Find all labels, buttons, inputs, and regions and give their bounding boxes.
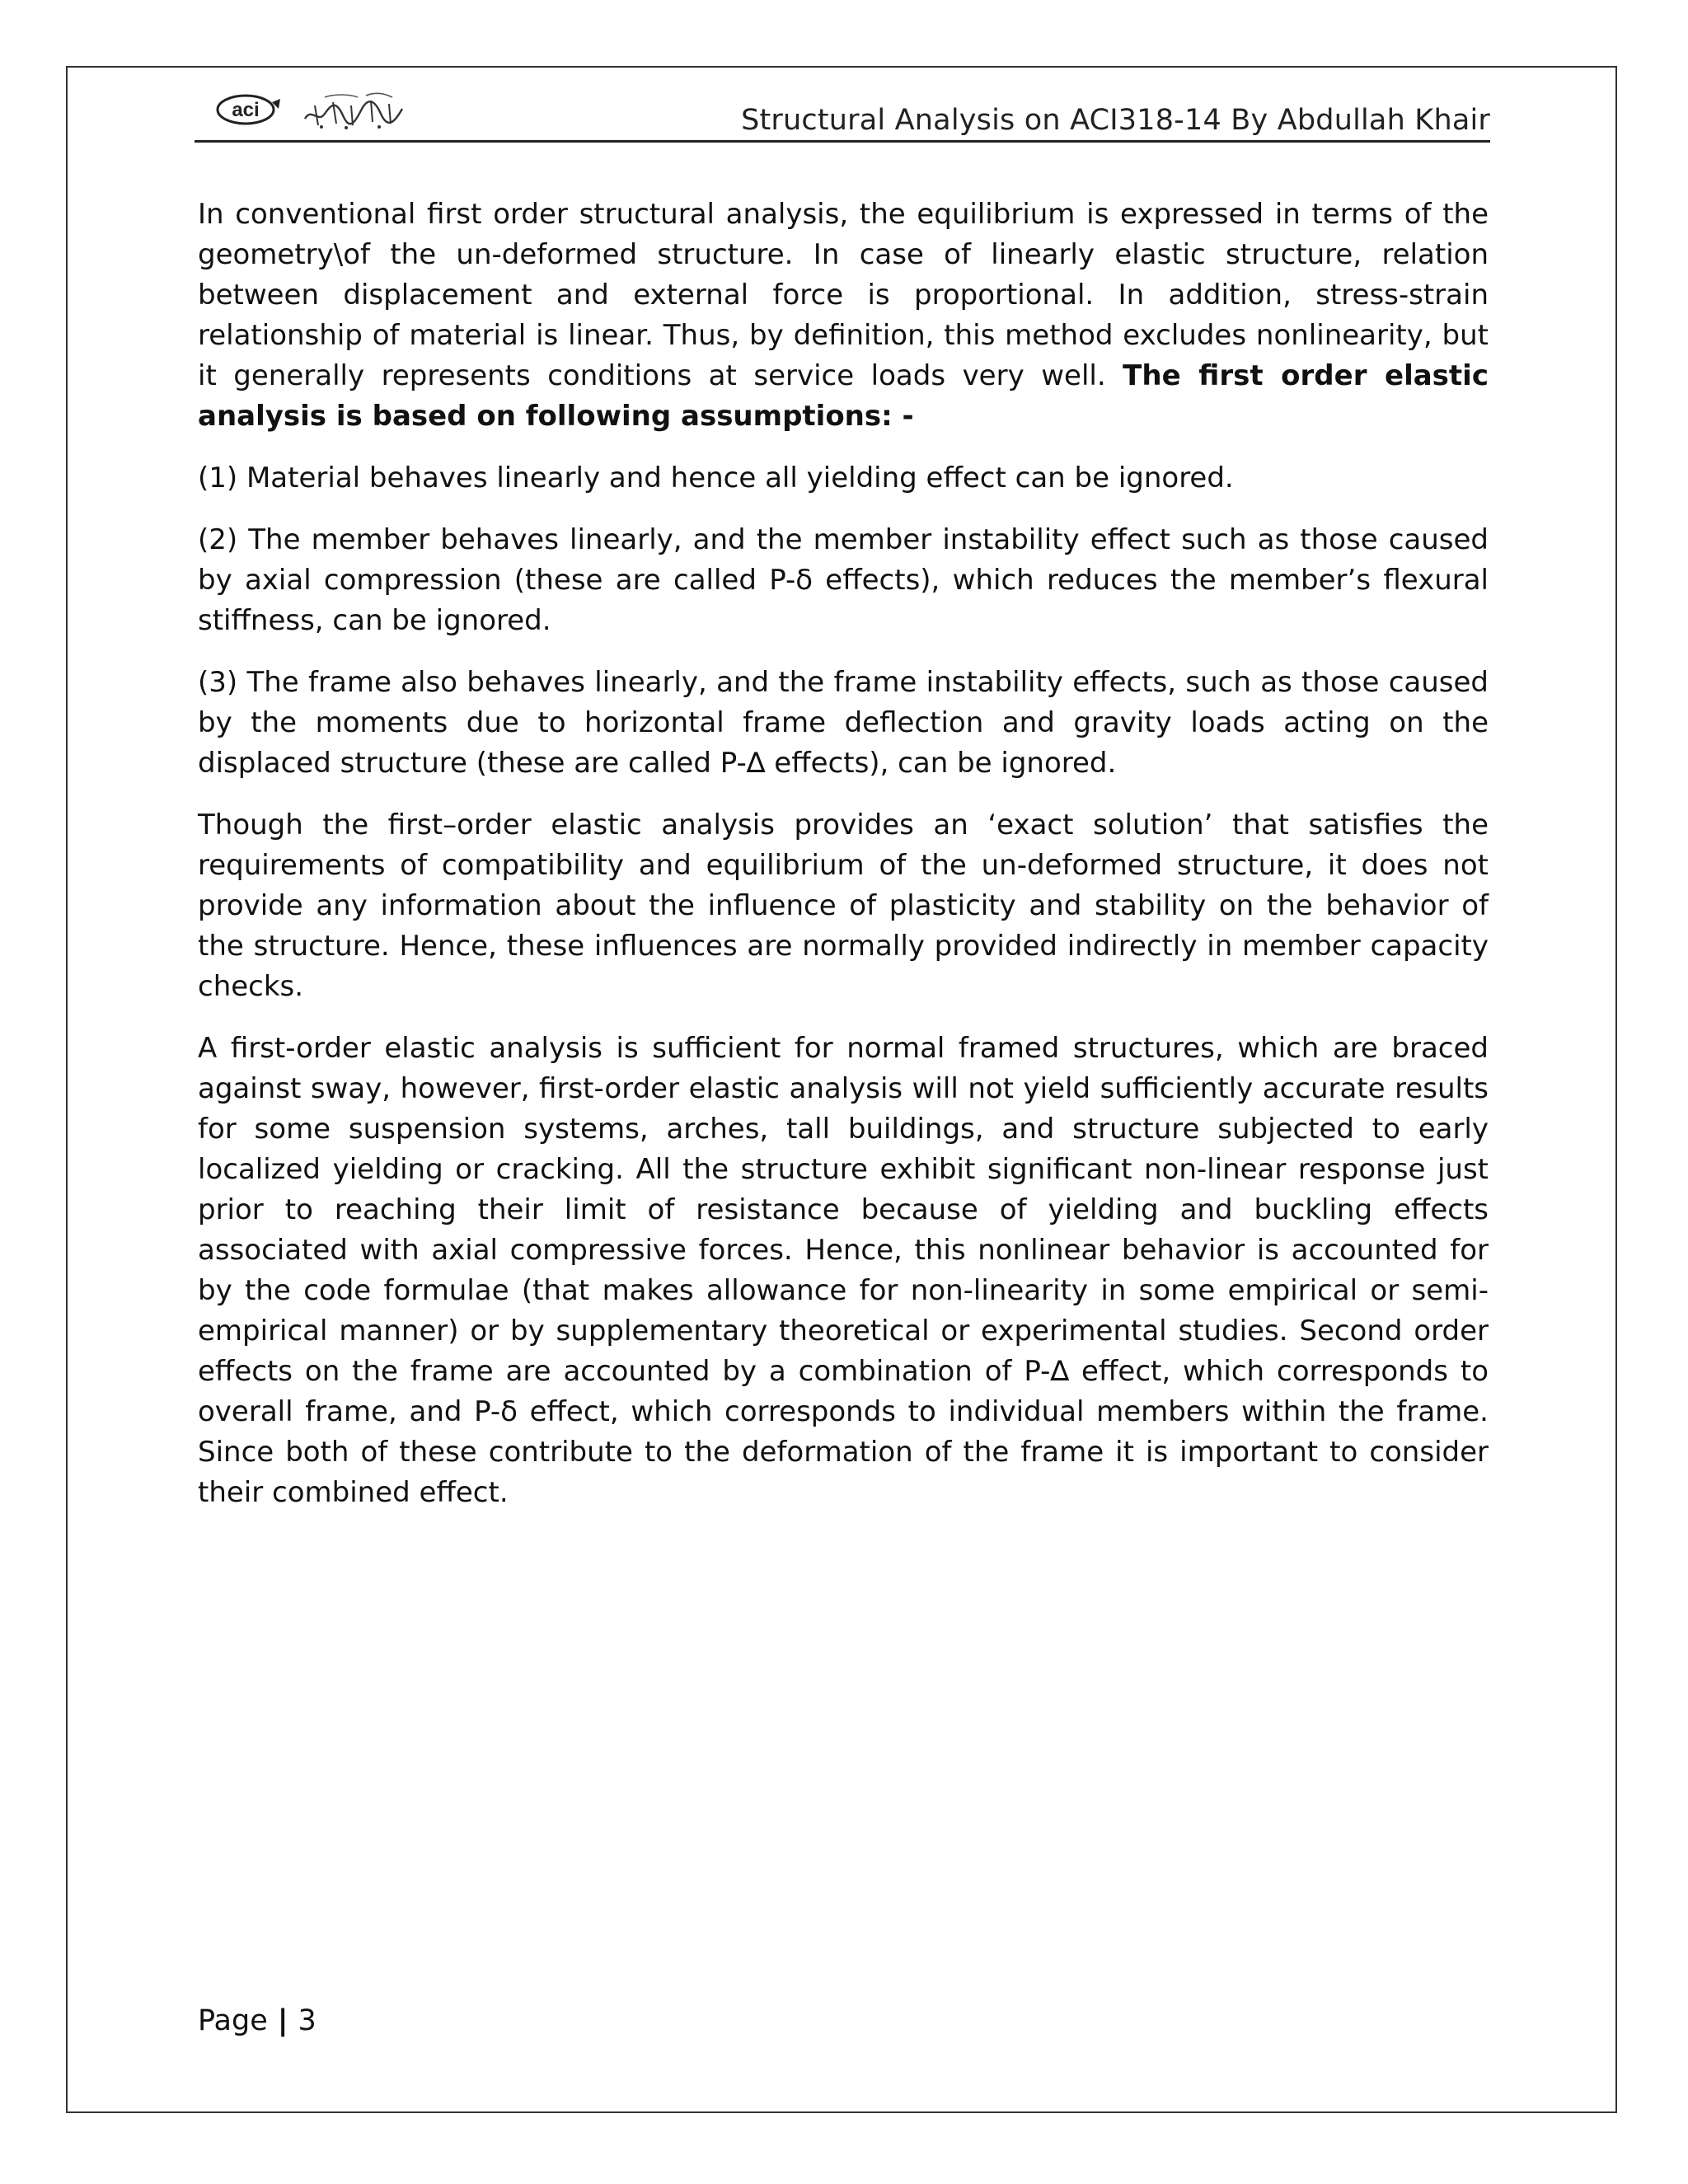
page-footer — [198, 2004, 316, 2037]
assumption-3: (3) The frame also behaves linearly, and the frame instability effects, such as those caused by the moments due to horizontal frame deflection and gravity loads acting on the displaced structure (these are called P-∆ effects), can be ignored. — [198, 666, 1489, 780]
paragraph-intro — [198, 194, 1489, 437]
paragraph-exact-solution: Though the first–order elastic analysis provides an ‘exact solution’ that satisfies the requirements of compatibility and equilibrium of the un-deformed structure, it does not provide any information about the influence of plasticity and stability on the behavior of the structure. Hence, these influences are normally provided indirectly in member capacity checks. — [198, 808, 1489, 1003]
aci-logo — [214, 92, 282, 127]
document-body — [198, 194, 1489, 1535]
assumption-2: (2) The member behaves linearly, and the member instability effect such as those caused by axial compression (these are called P-δ effects), which reduces the member’s flexural stiffness, can be ignored. — [198, 523, 1489, 637]
page-label: Page — [198, 2004, 268, 2037]
page-separator: | — [277, 2004, 288, 2037]
paragraph-second-order: A first-order elastic analysis is sufficient for normal framed structures, which are braced against sway, however, first-order elastic analysis will not yield sufficiently accurate results for some suspension systems, arches, tall buildings, and structure subjected to early localized yielding or cracking. All the structure exhibit significant non-linear response just prior to reaching their limit of resistance because of yielding and buckling effects associated with axial compressive forces. Hence, this nonlinear behavior is accounted for by the code formulae (that makes allowance for non-linearity in some empirical or semi-empirical manner) or by supplementary theoretical or experimental studies. Second order effects on the frame are accounted by a combination of P-∆ effect, which corresponds to overall frame, and P-δ effect, which corresponds to individual members within the frame. Since both of these contribute to the deformation of the frame it is important to consider their combined effect. — [198, 1032, 1489, 1509]
paragraph-intro-bold: The first order elastic analysis is based on following assumptions: - — [198, 359, 1489, 433]
assumption-1: (1) Material behaves linearly and hence all yielding effect can be ignored. — [198, 462, 1234, 494]
aci-logo-text: aci — [232, 99, 260, 121]
page-number: 3 — [298, 2004, 316, 2037]
page-header — [195, 87, 1490, 143]
arabic-calligraphy-icon — [300, 91, 407, 130]
paragraph-intro-text: In conventional first order structural analysis, the equilibrium is expressed in terms of the geometry\of the un-deformed structure. In case of linearly elastic structure, relation between displacement and external force is proportional. In addition, stress-strain relationship of material is linear. Thus, by definition, this method excludes nonlinearity, but it generally represents conditions at service loads very well. — [198, 198, 1489, 392]
header-title: Structural Analysis on ACI318-14 By Abdullah Khair — [741, 104, 1490, 137]
